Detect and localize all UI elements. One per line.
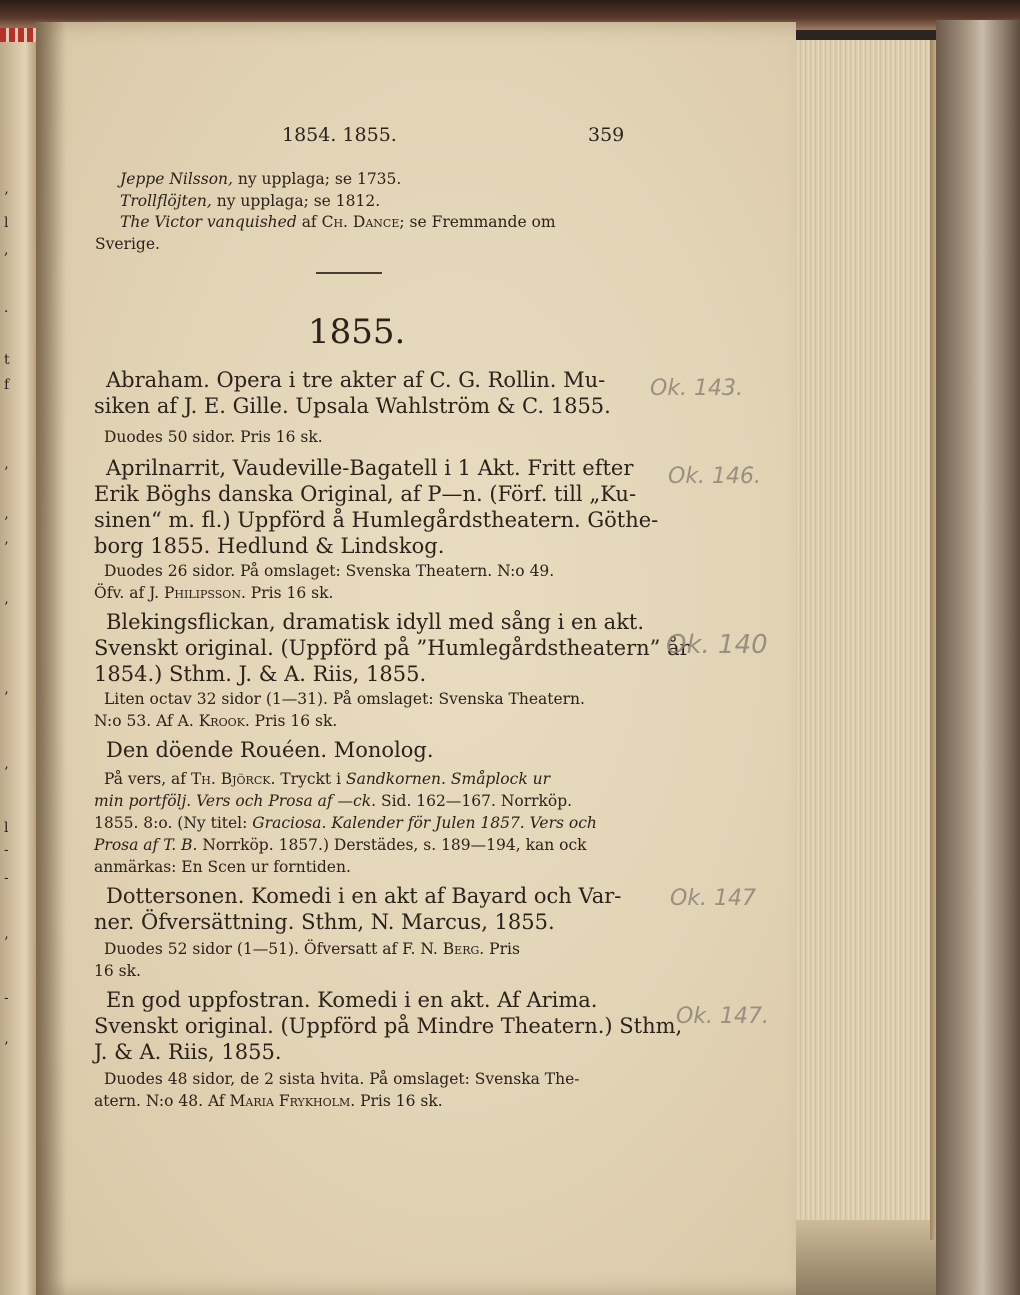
running-head: 1854. 1855.: [282, 124, 397, 146]
note-title: Småplock ur: [450, 770, 551, 788]
margin-mark: ,: [4, 242, 9, 258]
entry-line: 1854.) Sthm. J. & A. Riis, 1855.: [94, 662, 427, 686]
entry-note: [104, 940, 520, 958]
note-title: min portfölj: [94, 792, 187, 810]
binding-stripe: [0, 28, 36, 42]
entry-line: siken af J. E. Gille. Upsala Wahlström & C. 1855.: [94, 394, 611, 418]
entry-line: Dottersonen. Komedi i en akt af Bayard och Var-: [106, 884, 622, 908]
entry-note: 16 sk.: [94, 962, 141, 980]
note-text: . Tryckt i: [270, 770, 346, 788]
note-title: Vers och Prosa af —ck: [196, 792, 372, 810]
entry-note: Duodes 48 sidor, de 2 sista hvita. På omslaget: Svenska The-: [104, 1070, 580, 1088]
margin-mark: ’: [4, 1040, 9, 1056]
margin-mark: -: [4, 870, 9, 886]
note-title: Sandkornen: [345, 770, 442, 788]
note-text: . Sid. 162—167. Norrköp.: [371, 792, 573, 810]
entry-note: Liten octav 32 sidor (1—31). På omslaget: Svenska Theatern.: [104, 690, 585, 708]
page-stack: [790, 40, 938, 1220]
entry-note: [94, 836, 587, 854]
entry-note: anmärkas: En Scen ur forntiden.: [94, 858, 351, 876]
margin-mark: -: [4, 990, 9, 1006]
reference-title: Trollflöjten,: [120, 192, 212, 210]
note-author: Krook: [198, 712, 245, 730]
margin-mark: ’: [4, 465, 9, 481]
entry-note: Duodes 50 sidor. Pris 16 sk.: [104, 428, 323, 446]
note-author: Berg: [442, 940, 480, 958]
reference-text: ; se Fremmande om: [399, 213, 556, 231]
note-title: Prosa af T. B.: [94, 836, 198, 854]
gutter-shadow: [36, 22, 66, 1295]
year-heading: 1855.: [308, 312, 406, 352]
handwritten-note: Ok. 147.: [676, 1004, 770, 1029]
note-text: atern. N:o 48. Af: [94, 1092, 230, 1110]
margin-mark: ’: [4, 690, 9, 706]
reference-author: Ch. Dance: [321, 213, 400, 231]
entry-note: [94, 792, 572, 810]
margin-mark: l: [4, 820, 9, 836]
entry-line: Aprilnarrit, Vaudeville-Bagatell i 1 Akt. Fritt efter: [106, 456, 634, 480]
handwritten-note: Ok. 146.: [668, 464, 762, 489]
entry-line: ner. Öfversättning. Sthm, N. Marcus, 1855.: [94, 910, 555, 934]
entry-note: [94, 1092, 443, 1110]
reference-text: ny upplaga; se 1735.: [232, 170, 402, 188]
page-stack-bottom: [790, 1220, 936, 1295]
note-text: .: [186, 792, 197, 810]
reference-line: [120, 192, 380, 210]
entry-line: Erik Böghs danska Original, af P—n. (Förf. till „Ku-: [94, 482, 637, 506]
margin-mark: ’: [4, 600, 9, 616]
note-author: Philipsson: [164, 584, 241, 602]
note-text: På vers, af: [104, 770, 191, 788]
note-author: Th. Björck: [190, 770, 271, 788]
reference-line: Sverige.: [95, 235, 160, 253]
margin-mark: l: [4, 215, 9, 231]
note-text: 1855. 8:o. (Ny titel:: [94, 814, 253, 832]
handwritten-note: Ok. 140: [666, 630, 768, 660]
margin-mark: ’: [4, 515, 9, 531]
note-text: . Pris 16 sk.: [240, 584, 334, 602]
entry-line: Den döende Rouéen. Monolog.: [106, 738, 434, 762]
previous-page-edge: [0, 30, 36, 1295]
entry-line: Svenskt original. (Uppförd på Mindre Theatern.) Sthm,: [94, 1014, 683, 1038]
entry-line: Abraham. Opera i tre akter af C. G. Rollin. Mu-: [106, 368, 606, 392]
margin-mark: ’: [4, 190, 9, 206]
entry-line: Svenskt original. (Uppförd på ”Humlegårdstheatern” år: [94, 636, 690, 660]
note-title: Graciosa. Kalender för Julen 1857. Vers och: [252, 814, 597, 832]
entry-note: [94, 712, 337, 730]
note-text: Duodes 52 sidor (1—51). Öfversatt af F. N.: [104, 940, 443, 958]
note-text: .: [441, 770, 451, 788]
margin-mark: -: [4, 842, 9, 858]
entry-line: J. & A. Riis, 1855.: [94, 1040, 282, 1064]
page-number: 359: [588, 124, 625, 146]
margin-mark: ’: [4, 540, 9, 556]
entry-note: [94, 584, 333, 602]
note-text: . Pris: [479, 940, 520, 958]
reference-title: The Victor vanquished: [120, 213, 297, 231]
handwritten-note: Ok. 143.: [650, 376, 744, 401]
margin-mark: ’: [4, 935, 9, 951]
section-rule: [316, 272, 382, 274]
reference-title: Jeppe Nilsson,: [120, 170, 233, 188]
note-author: Maria Frykholm: [229, 1092, 351, 1110]
margin-mark: f: [4, 377, 10, 393]
note-text: Norrköp. 1857.) Derstädes, s. 189—194, kan ock: [197, 836, 587, 854]
margin-mark: ’: [4, 765, 9, 781]
note-text: Öfv. af J.: [94, 584, 164, 602]
note-text: N:o 53. Af A.: [94, 712, 199, 730]
entry-note: Duodes 26 sidor. På omslaget: Svenska Theatern. N:o 49.: [104, 562, 555, 580]
note-text: . Pris 16 sk.: [244, 712, 338, 730]
book-cover: [936, 20, 1020, 1295]
note-text: . Pris 16 sk.: [350, 1092, 443, 1110]
reference-text: ny upplaga; se 1812.: [211, 192, 381, 210]
reference-line: [120, 170, 401, 188]
handwritten-note: Ok. 147: [670, 886, 757, 911]
reference-text: af: [296, 213, 322, 231]
entry-note: [104, 770, 550, 788]
margin-mark: t: [4, 352, 10, 368]
reference-line: [120, 213, 556, 231]
entry-line: borg 1855. Hedlund & Lindskog.: [94, 534, 445, 558]
entry-line: sinen“ m. fl.) Uppförd å Humlegårdstheatern. Göthe-: [94, 508, 659, 532]
entry-note: [94, 814, 597, 832]
entry-line: Blekingsflickan, dramatisk idyll med sång i en akt.: [106, 610, 645, 634]
margin-mark: .: [4, 300, 9, 316]
entry-line: En god uppfostran. Komedi i en akt. Af Arima.: [106, 988, 598, 1012]
